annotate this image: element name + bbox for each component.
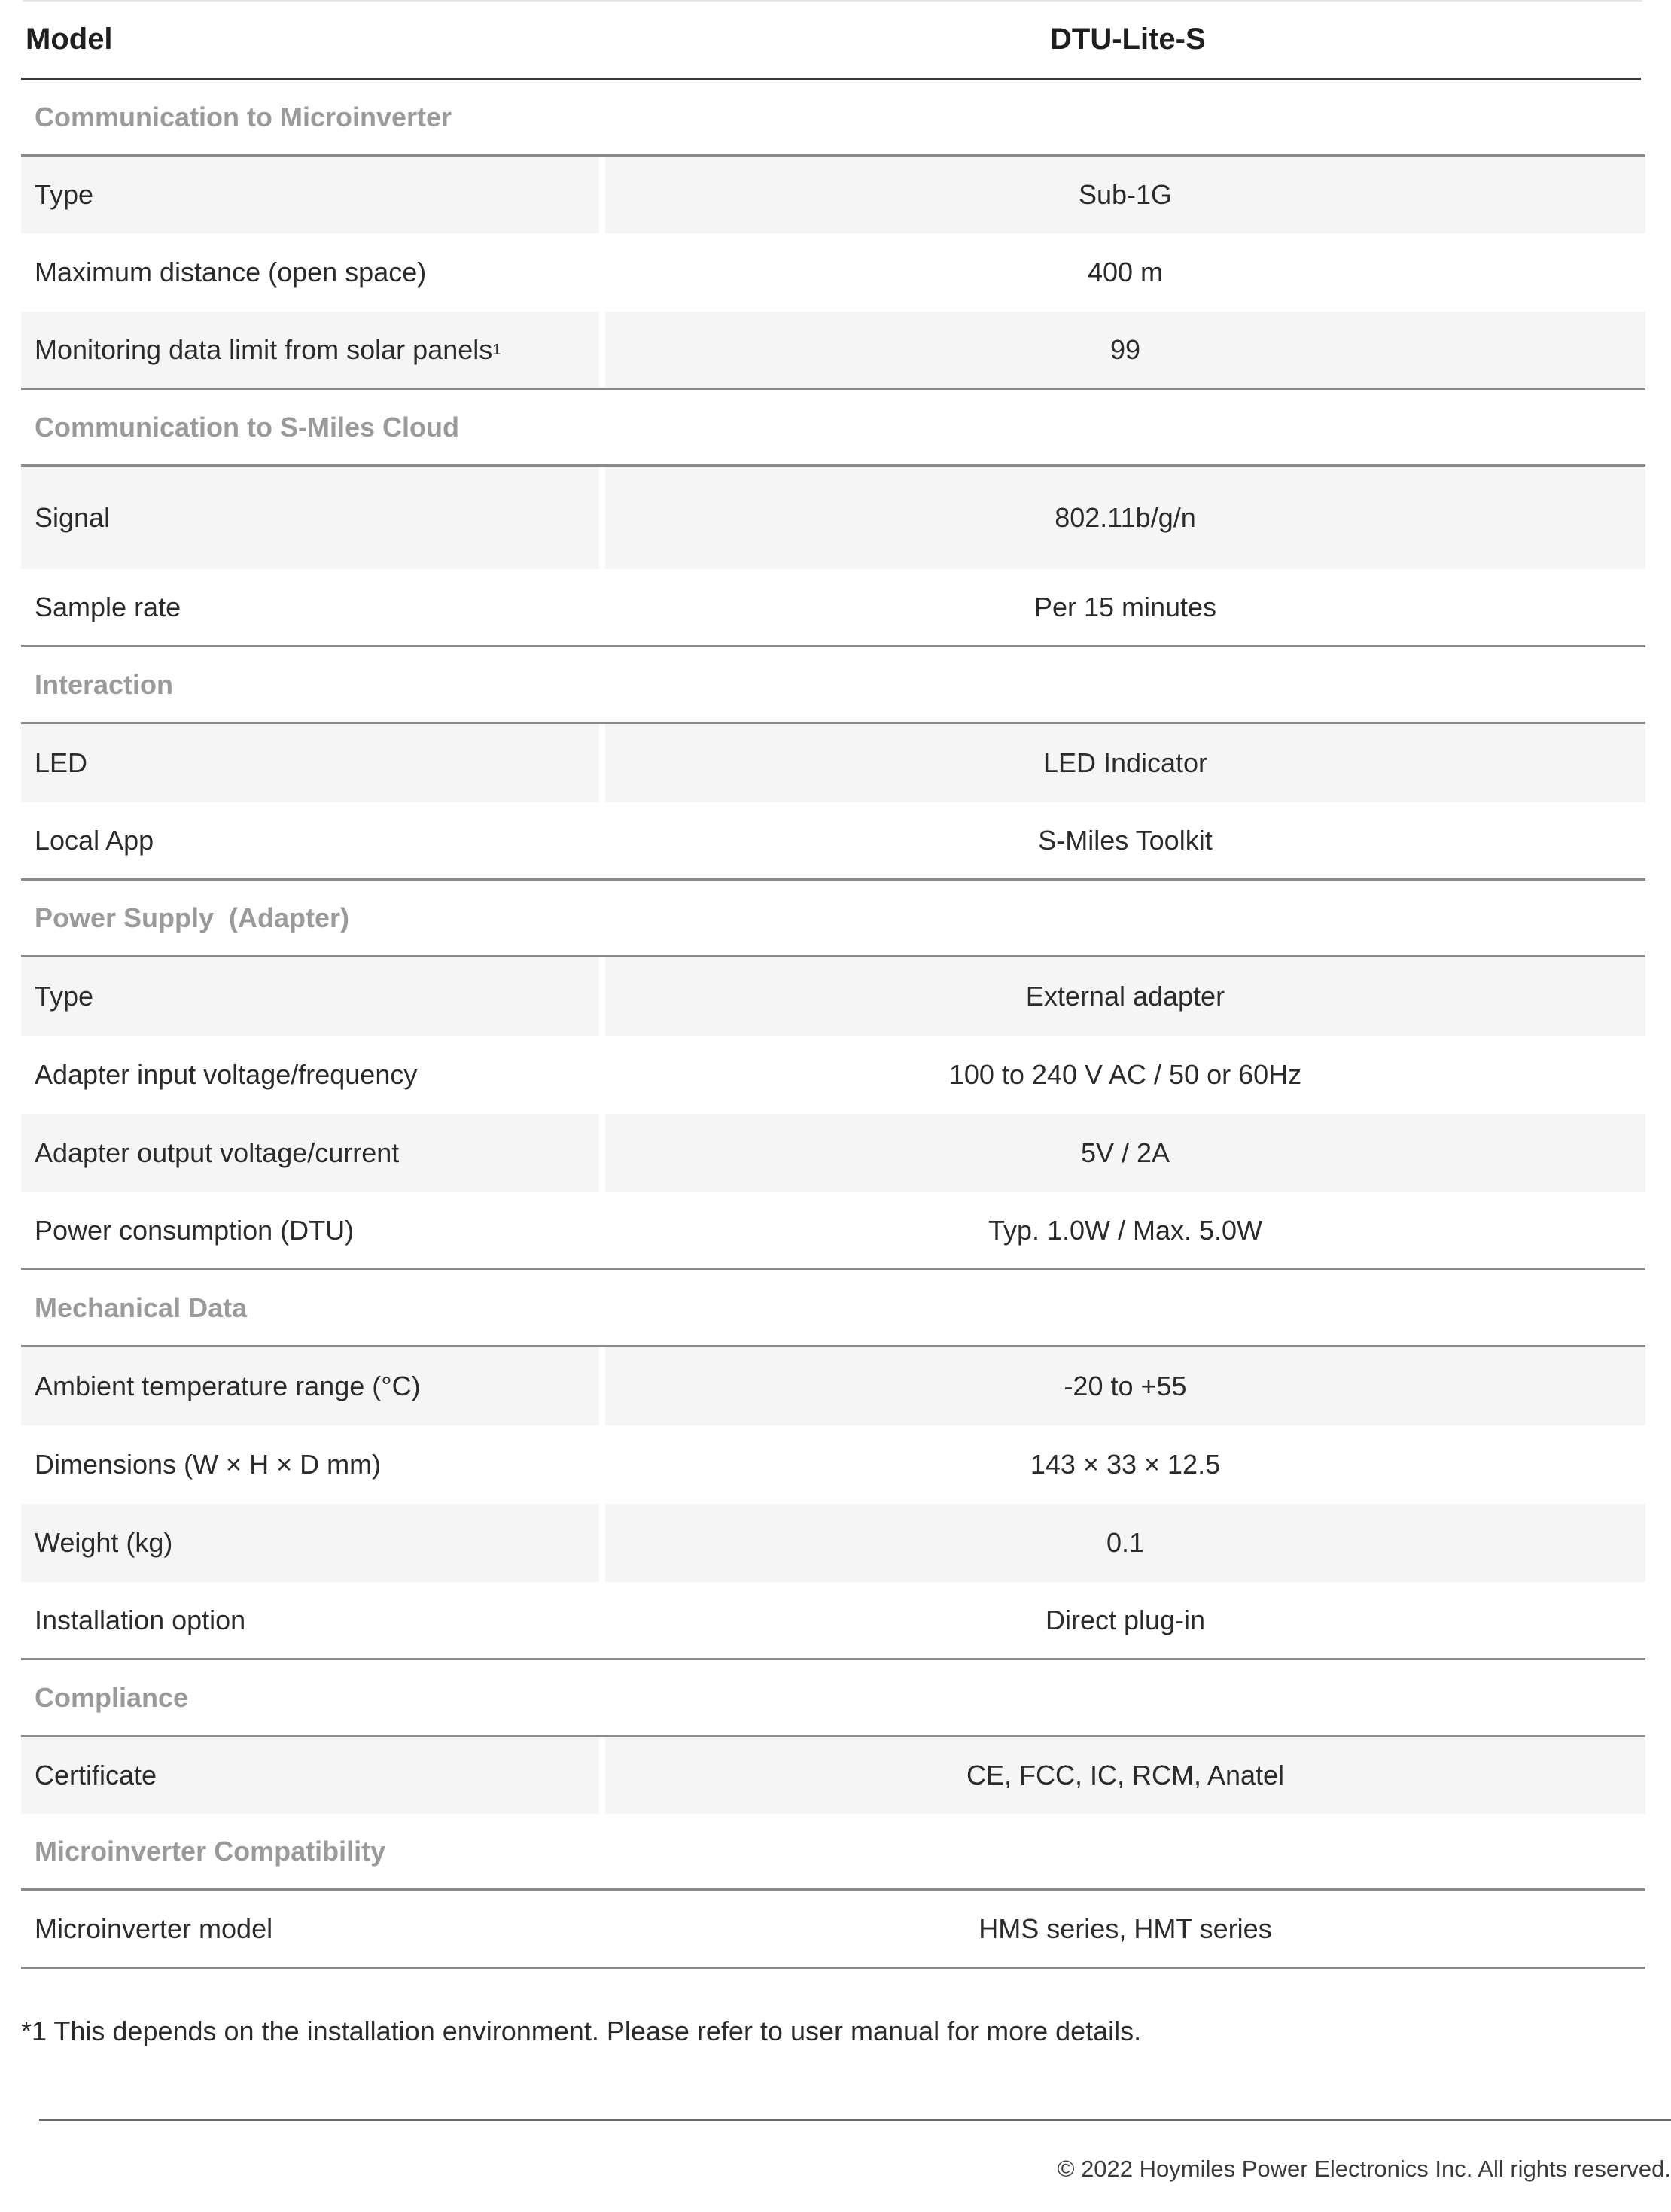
row-label: Ambient temperature range (°C) (21, 1347, 599, 1425)
row-value: S-Miles Toolkit (1038, 824, 1213, 856)
table-row (21, 1737, 1645, 1814)
table-row (21, 312, 1645, 390)
section-header: Mechanical Data (21, 1270, 1645, 1347)
table-row (21, 1347, 1645, 1425)
row-value: 143 × 33 × 12.5 (1030, 1449, 1221, 1480)
row-label: LED (21, 724, 599, 802)
table-row (21, 1425, 1645, 1504)
table-row (21, 467, 1645, 569)
row-value: Sub-1G (605, 157, 1645, 233)
section-header: Compliance (21, 1660, 1645, 1737)
row-label: Installation option (35, 1604, 246, 1635)
table-row (21, 1114, 1645, 1192)
row-label: Certificate (21, 1737, 599, 1814)
row-label: Local App (35, 824, 154, 856)
row-label: Weight (kg) (21, 1504, 599, 1582)
row-label: Signal (21, 467, 599, 569)
row-value: 99 (605, 312, 1645, 388)
row-value: 100 to 240 V AC / 50 or 60Hz (948, 1059, 1302, 1090)
row-value: Direct plug-in (1045, 1604, 1206, 1635)
row-value: 0.1 (605, 1504, 1645, 1582)
table-row (21, 569, 1645, 647)
spec-table (21, 0, 1645, 1969)
row-label: Power consumption (DTU) (35, 1214, 355, 1246)
table-row (21, 1036, 1645, 1114)
table-row (21, 724, 1645, 802)
row-value: -20 to +55 (605, 1347, 1645, 1425)
row-label: Type (21, 957, 599, 1036)
row-label-text: Monitoring data limit from solar panels (35, 333, 493, 365)
row-value: 802.11b/g/n (605, 467, 1645, 569)
table-row (21, 233, 1645, 312)
table-row (21, 1504, 1645, 1582)
row-label: Sample rate (35, 591, 181, 622)
footer-divider (39, 2119, 1671, 2121)
table-row (21, 957, 1645, 1036)
row-label: Dimensions (W × H × D mm) (35, 1449, 382, 1480)
row-value: 5V / 2A (605, 1114, 1645, 1192)
table-row (21, 802, 1645, 881)
section-header: Interaction (21, 647, 1645, 724)
section-header: Power Supply (Adapter) (21, 881, 1645, 957)
row-value: HMS series, HMT series (979, 1912, 1272, 1944)
table-row (21, 1192, 1645, 1270)
section-header: Microinverter Compatibility (21, 1814, 1645, 1891)
row-label: Maximum distance (open space) (35, 257, 427, 288)
table-row (21, 157, 1645, 233)
row-label: Adapter output voltage/current (21, 1114, 599, 1192)
row-value: 400 m (1087, 257, 1164, 288)
table-row (21, 1582, 1645, 1660)
row-label: Type (21, 157, 599, 233)
footnote: *1 This depends on the installation environment. Please refer to user manual for more details. (21, 2016, 1142, 2046)
row-value: External adapter (605, 957, 1645, 1036)
row-label: Monitoring data limit from solar panels 1 (21, 312, 599, 388)
table-header (21, 2, 1641, 80)
row-value: Typ. 1.0W / Max. 5.0W (988, 1214, 1263, 1246)
model-label: Model (26, 23, 113, 56)
section-header: Communication to Microinverter (21, 80, 1645, 157)
row-value: LED Indicator (605, 724, 1645, 802)
model-value: DTU-Lite-S (1050, 23, 1206, 56)
row-label: Microinverter model (35, 1912, 273, 1944)
row-value: CE, FCC, IC, RCM, Anatel (605, 1737, 1645, 1814)
row-value: Per 15 minutes (1033, 591, 1217, 622)
copyright-notice: © 2022 Hoymiles Power Electronics Inc. All rights reserved. (1057, 2156, 1671, 2182)
section-header: Communication to S-Miles Cloud (21, 390, 1645, 467)
table-row (21, 1891, 1645, 1969)
row-label: Adapter input voltage/frequency (35, 1059, 418, 1090)
